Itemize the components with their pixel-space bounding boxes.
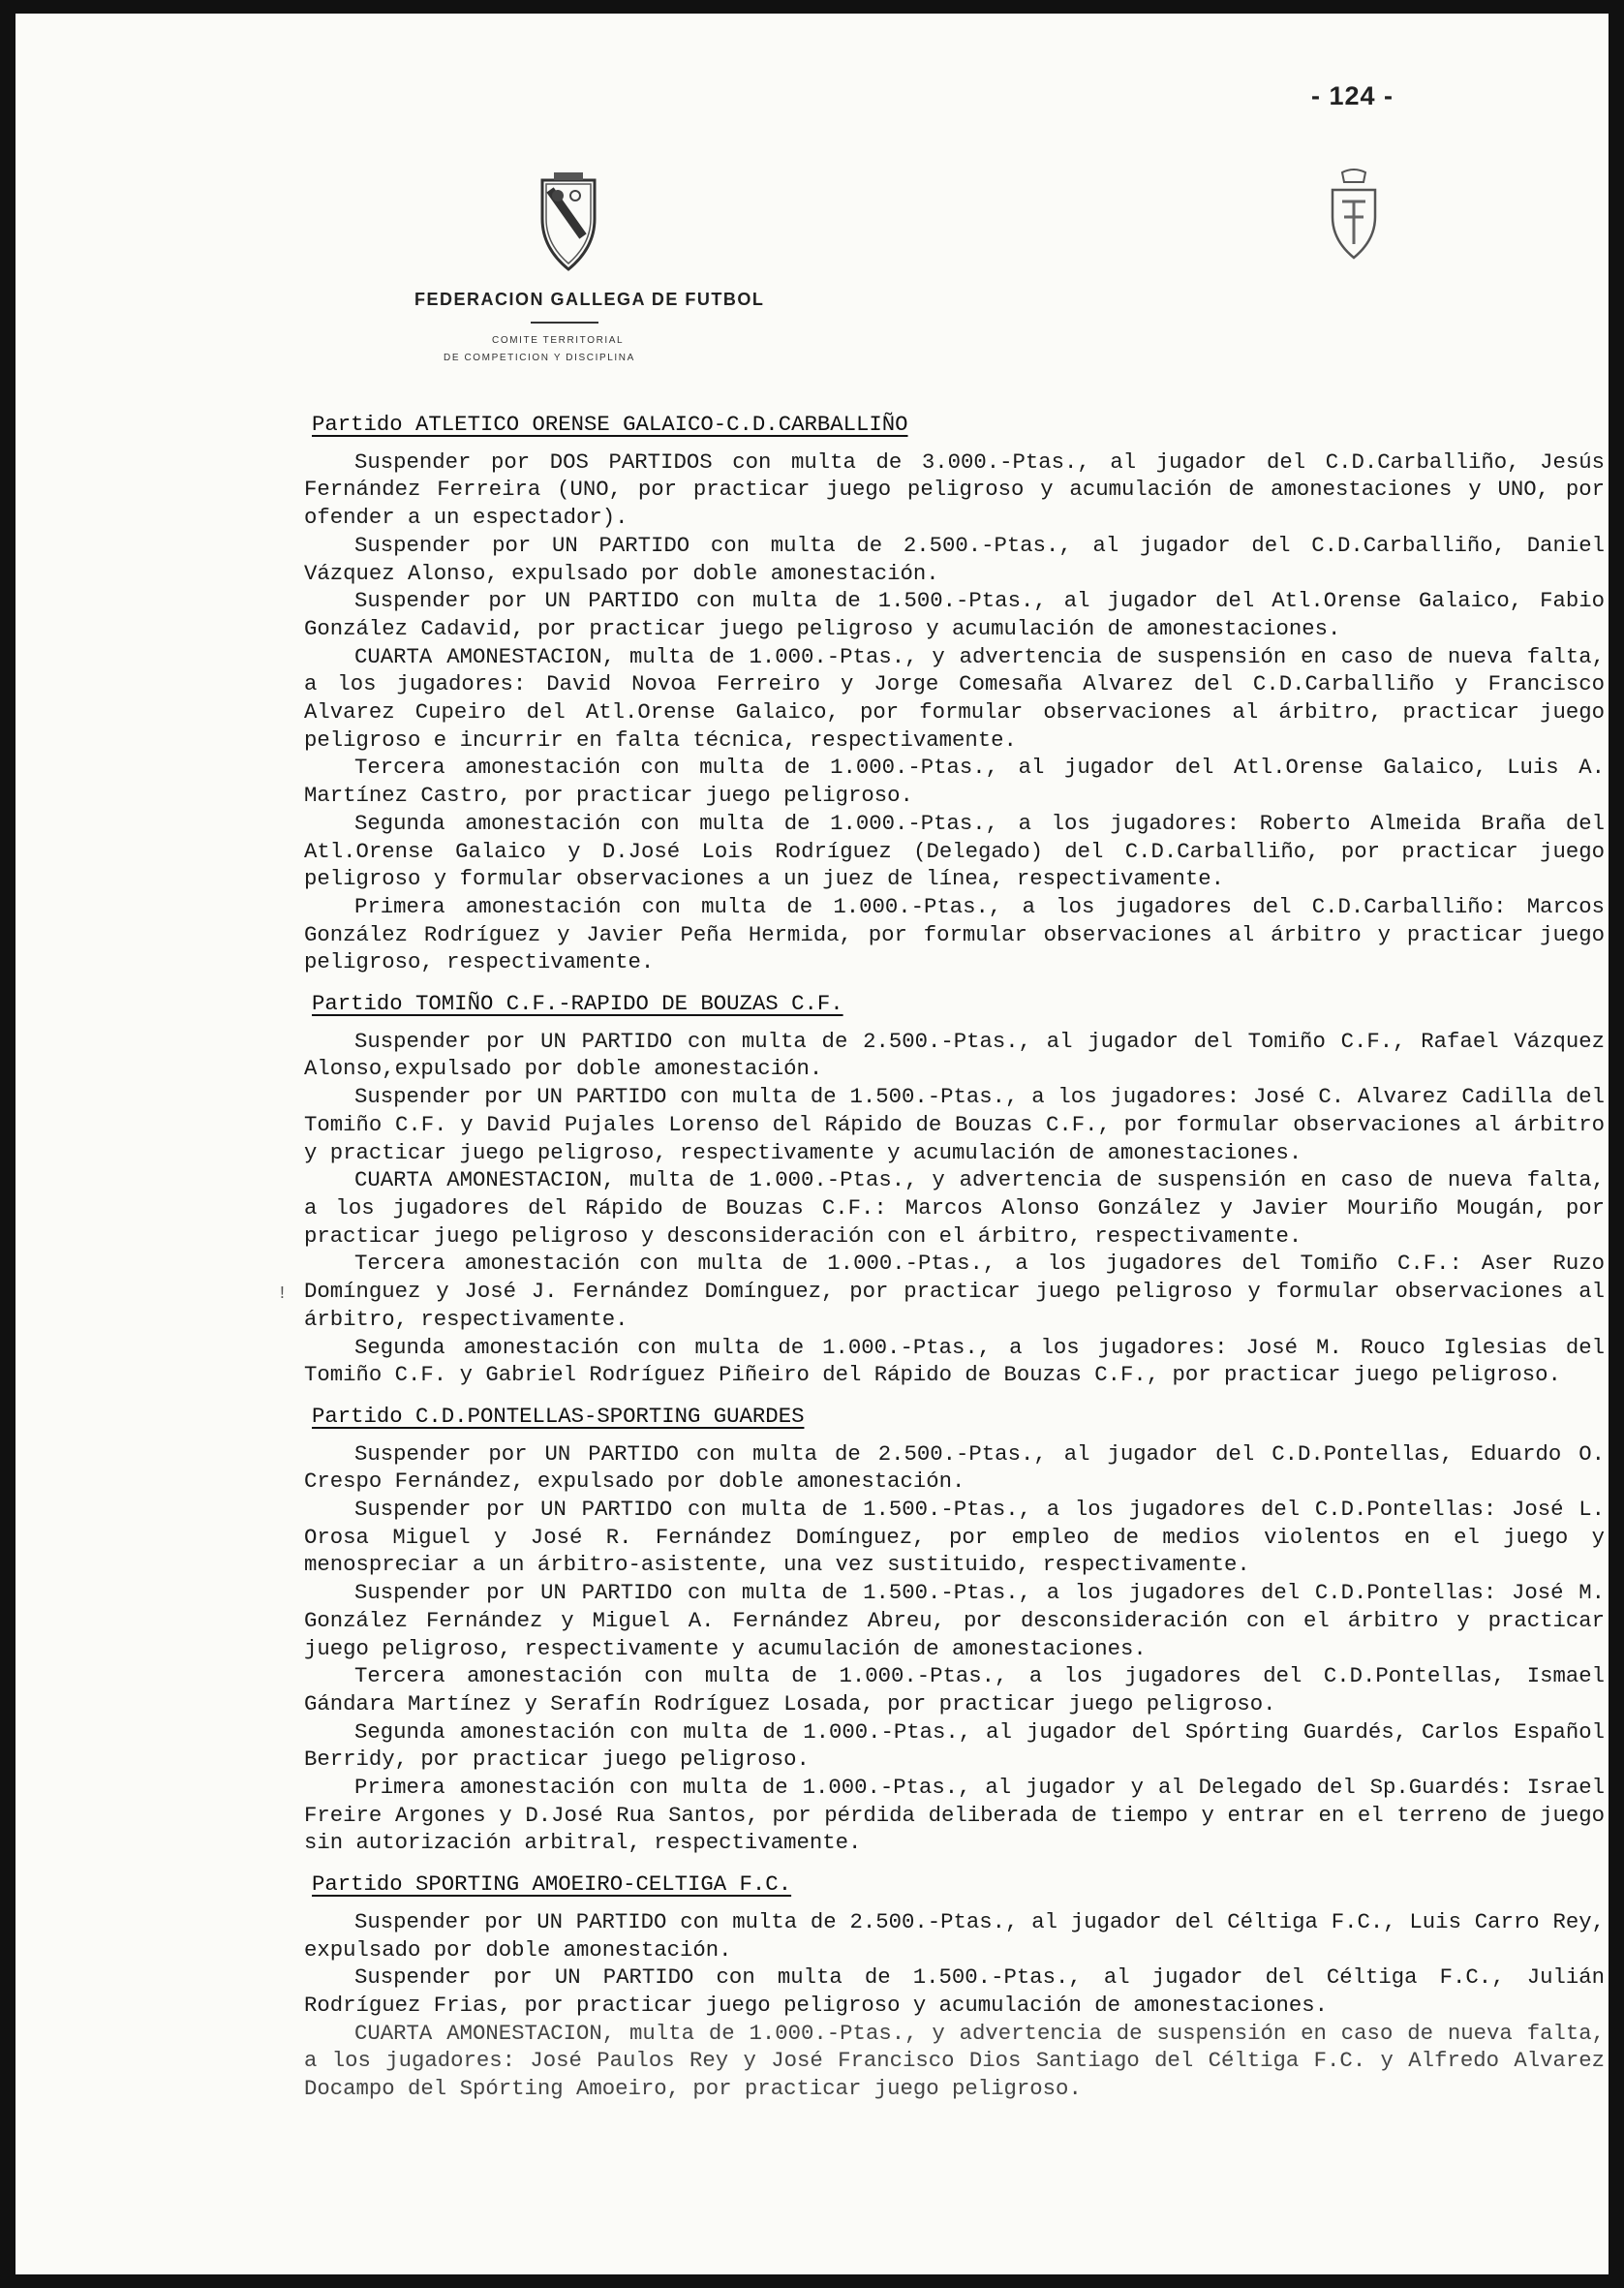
- match-heading: Partido C.D.PONTELLAS-SPORTING GUARDES: [312, 1403, 805, 1429]
- document-page: [15, 14, 1609, 2274]
- sanction-paragraph: Suspender por UN PARTIDO con multa de 2.500.-Ptas., al jugador del C.D.Carballiño, Daniel Vázquez Alonso, expulsado por doble amonestación.: [304, 532, 1605, 586]
- sanction-paragraph: Suspender por UN PARTIDO con multa de 2.500.-Ptas., al jugador del Tomiño C.F., Rafael Vázquez Alonso,expulsado por doble amonestación.: [304, 1028, 1605, 1082]
- sanction-paragraph: Segunda amonestación con multa de 1.000.-Ptas., a los jugadores: Roberto Almeida Braña del Atl.Orense Galaico y D.José Lois Rodríguez (Delegado) del C.D.Carballiño, por practicar juego peligroso y formular observaciones a un juez de línea, respectivamente.: [304, 810, 1605, 892]
- sanction-paragraph: Tercera amonestación con multa de 1.000.-Ptas., a los jugadores del C.D.Pontellas, Ismael Gándara Martínez y Serafín Rodríguez Losada, por practicar juego peligroso.: [304, 1663, 1605, 1716]
- sanction-paragraph: Suspender por UN PARTIDO con multa de 1.500.-Ptas., al jugador del Atl.Orense Galaico, Fabio González Cadavid, por practicar juego peligroso y acumulación de amonestaciones.: [304, 588, 1605, 641]
- header-divider: [531, 322, 598, 324]
- sanction-paragraph: Primera amonestación con multa de 1.000.-Ptas., a los jugadores del C.D.Carballiño: Marcos González Rodríguez y Javier Peña Hermida, por formular observaciones al árbitro y practicar juego peligroso, respectivamente.: [304, 893, 1605, 975]
- sanction-paragraph: CUARTA AMONESTACION, multa de 1.000.-Ptas., y advertencia de suspensión en caso de nueva falta, a los jugadores del Rápido de Bouzas C.F.: Marcos Alonso González y Javier Mouriño Mougán, por practicar juego peligroso y desconsideración con el árbitro, respectivamente.: [304, 1167, 1605, 1249]
- sanction-paragraph: Tercera amonestación con multa de 1.000.-Ptas., a los jugadores del Tomiño C.F.: Aser Ruzo Domínguez y José J. Fernández Domínguez, por practicar juego peligroso y formular observaciones al árbitro, respectivamente.: [304, 1251, 1605, 1332]
- sanction-paragraph: CUARTA AMONESTACION, multa de 1.000.-Ptas., y advertencia de suspensión en caso de nueva falta, a los jugadores: José Paulos Rey y José Francisco Dios Santiago del Céltiga F.C. y Alfredo Alvarez Docampo del Spórting Amoeiro, por practicar juego peligroso.: [304, 2020, 1605, 2102]
- sanction-paragraph: Suspender por UN PARTIDO con multa de 2.500.-Ptas., al jugador del C.D.Pontellas, Eduardo O. Crespo Fernández, expulsado por doble amonestación.: [304, 1440, 1605, 1495]
- sanction-paragraph: Suspender por UN PARTIDO con multa de 1.500.-Ptas., al jugador del Céltiga F.C., Julián Rodríguez Frias, por practicar juego peligroso y acumulación de amonestaciones.: [304, 1964, 1605, 2018]
- page-number: - 124 -: [1311, 81, 1394, 110]
- sanction-paragraph: Suspender por UN PARTIDO con multa de 1.500.-Ptas., a los jugadores del C.D.Pontellas: José M. González Fernández y Miguel A. Fernández Abreu, por desconsideración con el árbitro y practicar juego peligroso, respectivamente y acumulación de amonestaciones.: [304, 1580, 1605, 1661]
- match-section: [304, 988, 1605, 1389]
- committee-line-2: DE COMPETICION Y DISCIPLINA: [444, 353, 635, 363]
- match-heading: Partido SPORTING AMOEIRO-CELTIGA F.C.: [312, 1871, 792, 1898]
- sanction-paragraph: Segunda amonestación con multa de 1.000.-Ptas., a los jugadores: José M. Rouco Iglesias del Tomiño C.F. y Gabriel Rodríguez Piñeiro del Rápido de Bouzas C.F., por practicar juego peligroso.: [304, 1334, 1605, 1388]
- document-body: [304, 409, 1605, 2115]
- match-section: [304, 1401, 1605, 1857]
- federation-crest-icon: [536, 169, 600, 275]
- match-section: [304, 409, 1605, 976]
- margin-mark: !: [277, 1284, 288, 1304]
- sanction-paragraph: Suspender por UN PARTIDO con multa de 1.500.-Ptas., a los jugadores: José C. Alvarez Cadilla del Tomiño C.F. y David Pujales Lorenso del Rápido de Bouzas C.F., por formular observaciones al árbitro y practicar juego peligroso, respectivamente y acumulación de amonestaciones.: [304, 1084, 1605, 1165]
- match-heading: Partido TOMIÑO C.F.-RAPIDO DE BOUZAS C.F.: [312, 991, 843, 1017]
- federation-name: FEDERACION GALLEGA DE FUTBOL: [414, 290, 765, 309]
- spanish-federation-crest-icon: [1321, 169, 1387, 265]
- sanction-paragraph: Suspender por UN PARTIDO con multa de 1.500.-Ptas., a los jugadores del C.D.Pontellas: José L. Orosa Miguel y José R. Fernández Domínguez, por empleo de medios violentos en el juego y menospreciar a un árbitro-asistente, una vez sustituido, respectivamente.: [304, 1497, 1605, 1578]
- sanction-paragraph: Suspender por DOS PARTIDOS con multa de 3.000.-Ptas., al jugador del C.D.Carballiño, Jesús Fernández Ferreira (UNO, por practicar juego peligroso y acumulación de amonestaciones y UNO, por ofender a un espectador).: [304, 448, 1605, 531]
- match-section: [304, 1869, 1605, 2103]
- sanction-paragraph: Suspender por UN PARTIDO con multa de 2.500.-Ptas., al jugador del Céltiga F.C., Luis Carro Rey, expulsado por doble amonestación.: [304, 1908, 1605, 1963]
- sanction-paragraph: Tercera amonestación con multa de 1.000.-Ptas., al jugador del Atl.Orense Galaico, Luis A. Martínez Castro, por practicar juego peligroso.: [304, 755, 1605, 809]
- match-heading: Partido ATLETICO ORENSE GALAICO-C.D.CARBALLIÑO: [312, 412, 908, 437]
- sanction-paragraph: CUARTA AMONESTACION, multa de 1.000.-Ptas., y advertencia de suspensión en caso de nueva falta, a los jugadores: David Novoa Ferreiro y Jorge Comesaña Alvarez del C.D.Carballiño y Francisco Alvarez Cupeiro del Atl.Orense Galaico, por formular observaciones al árbitro, practicar juego peligroso e incurrir en falta técnica, respectivamente.: [304, 643, 1605, 753]
- sanction-paragraph: Primera amonestación con multa de 1.000.-Ptas., al jugador y al Delegado del Sp.Guardés: Israel Freire Argones y D.José Rua Santos, por pérdida deliberada de tiempo y entrar en el terreno de juego sin autorización arbitral, respectivamente.: [304, 1775, 1605, 1856]
- sanction-paragraph: Segunda amonestación con multa de 1.000.-Ptas., al jugador del Spórting Guardés, Carlos Español Berridy, por practicar juego peligroso.: [304, 1718, 1605, 1773]
- committee-line-1: COMITE TERRITORIAL: [492, 335, 625, 346]
